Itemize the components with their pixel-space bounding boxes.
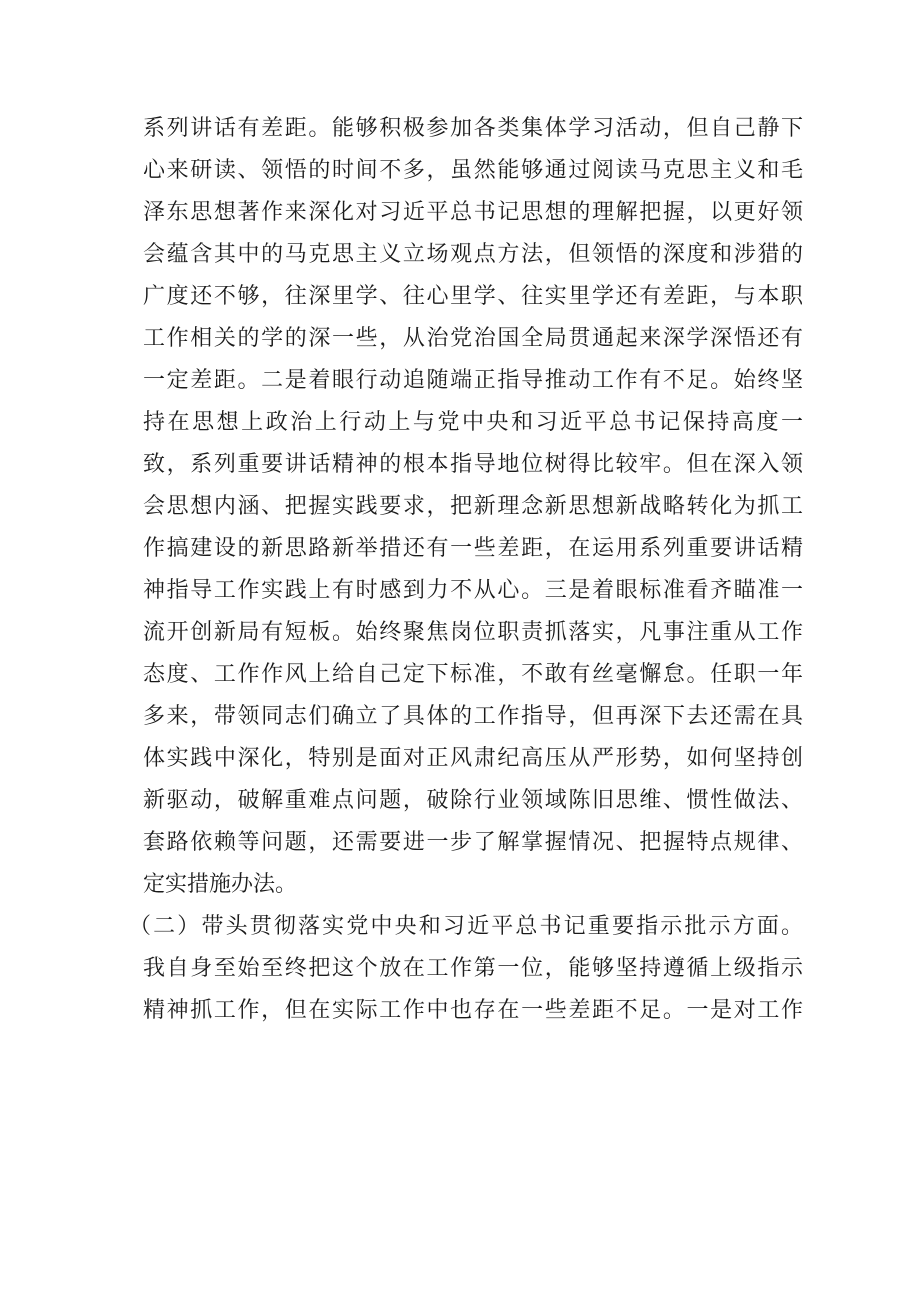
text-line: 体实践中深化，特别是面对正风肃纪高压从严形势，如何坚持创 <box>143 746 803 771</box>
text-line: 致，系列重要讲话精神的根本指导地位树得比较牢。但在深入领 <box>143 452 803 477</box>
text-line: 持在思想上政治上行动上与党中央和习近平总书记保持高度一 <box>143 410 803 435</box>
text-line: 新驱动，破解重难点问题，破除行业领域陈旧思维、惯性做法、 <box>143 788 803 813</box>
text-line: 定实措施办法。 <box>143 872 298 897</box>
document-body <box>129 108 803 1032</box>
text-line: 会思想内涵、把握实践要求，把新理念新思想新战略转化为抓工 <box>143 494 803 519</box>
text-line: 广度还不够，往深里学、往心里学、往实里学还有差距，与本职 <box>143 284 803 309</box>
section-heading-line: （二）带头贯彻落实党中央和习近平总书记重要指示批示方面。 <box>129 914 803 939</box>
text-line: 作搞建设的新思路新举措还有一些差距，在运用系列重要讲话精 <box>143 536 803 561</box>
text-line: 心来研读、领悟的时间不多，虽然能够通过阅读马克思主义和毛 <box>143 158 803 183</box>
text-line: 一定差距。二是着眼行动追随端正指导推动工作有不足。始终坚 <box>143 368 803 393</box>
text-line: 态度、工作作风上给自己定下标准，不敢有丝毫懈怠。任职一年 <box>143 662 803 687</box>
text-line: 会蕴含其中的马克思主义立场观点方法，但领悟的深度和涉猎的 <box>143 242 803 267</box>
text-line: 流开创新局有短板。始终聚焦岗位职责抓落实，凡事注重从工作 <box>143 620 803 645</box>
text-line: 套路依赖等问题，还需要进一步了解掌握情况、把握特点规律、 <box>143 830 803 855</box>
text-line: 我自身至始至终把这个放在工作第一位，能够坚持遵循上级指示 <box>143 956 803 981</box>
text-line: 系列讲话有差距。能够积极参加各类集体学习活动，但自己静下 <box>143 116 803 141</box>
text-line: 精神抓工作，但在实际工作中也存在一些差距不足。一是对工作 <box>143 998 803 1023</box>
text-line: 工作相关的学的深一些，从治党治国全局贯通起来深学深悟还有 <box>143 326 803 351</box>
text-line: 泽东思想著作来深化对习近平总书记思想的理解把握，以更好领 <box>143 200 803 225</box>
text-line: 多来，带领同志们确立了具体的工作指导，但再深下去还需在具 <box>143 704 803 729</box>
text-line: 神指导工作实践上有时感到力不从心。三是着眼标准看齐瞄准一 <box>143 578 803 603</box>
